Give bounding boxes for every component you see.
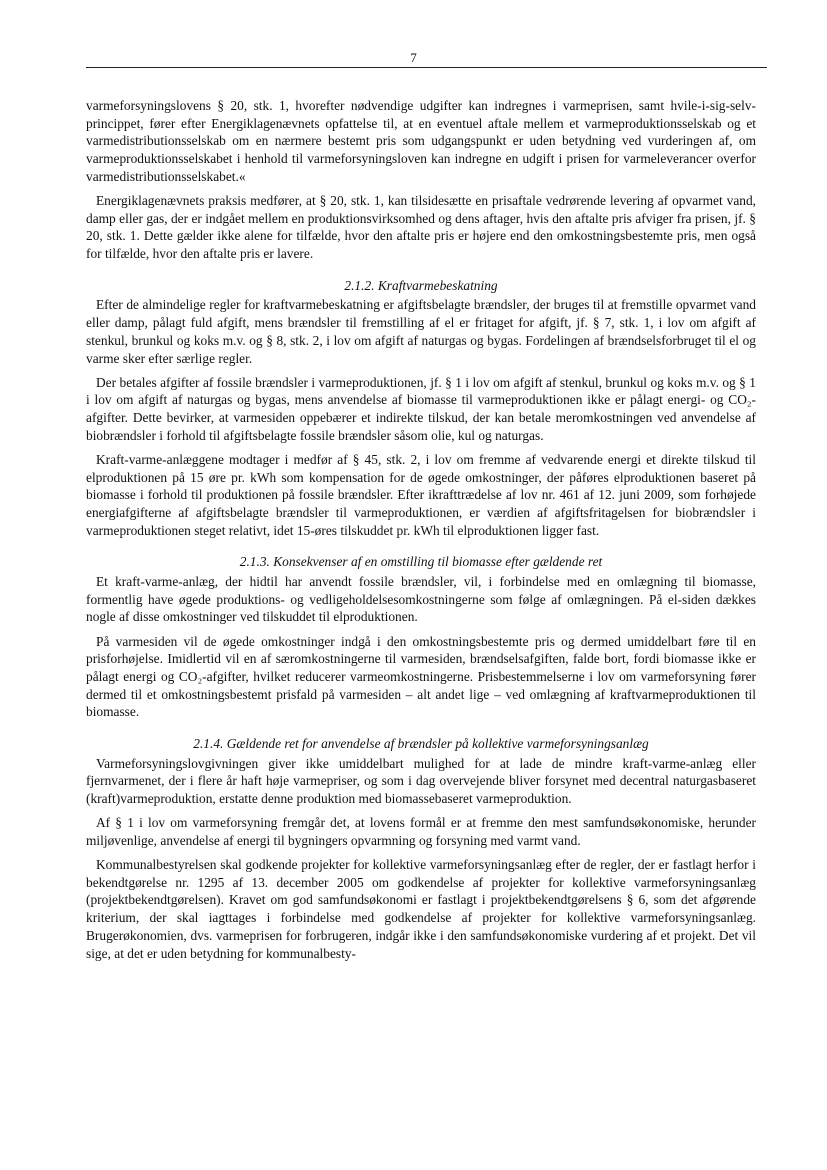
paragraph-213-2: På varmesiden vil de øgede omkostninger indgå i den omkostningsbestemte pris og dermed umiddelbart føre til en prisforhøjelse. Imidlertid vil en af særomkostningerne til varmesiden, brændselsafgiften, falde bort, fordi biomasse ikke er pålagt energi og CO₂-afgifter, hvilket reducerer varmeomkostningerne. Prisbestemmelserne i lov om varmeforsyning fører dermed til et omkostningsbestemt prisfald på varmesiden – alt andet lige – ved omlægning af kraftvarmeproduktionen til biomasse.: [86, 633, 756, 720]
section-heading-212: 2.1.2. Kraftvarmebeskatning: [344, 277, 498, 293]
header-rule: [86, 67, 767, 68]
paragraph-213-1: Et kraft-varme-anlæg, der hidtil har anvendt fossile brændsler, vil, i forbindelse med en omlægning til biomasse, formentlig have øgede produktions- og vedligeholdelsesomkostningerne som følge af omlægningen. På el-siden dækkes nogle af disse omkostninger ved tilskuddet til elproduktionen.: [86, 574, 756, 625]
paragraph-214-1: Varmeforsyningslovgivningen giver ikke umiddelbart mulighed for at lade de mindre kraft-varme-anlæg eller fjernvarmenet, der i flere år haft høje varmepriser, og som i dag overvejende bliver forsynet med decentral naturgasbaseret (kraft)varmeproduktion, erstatte denne produktion med biomassebaseret varmeproduktion.: [86, 755, 756, 807]
paragraph-praksis: Energiklagenævnets praksis medfører, at § 20, stk. 1, kan tilsidesætte en prisaftale vedrørende levering af opvarmet vand, damp eller gas, der er indgået mellem en produktionsvirksomhed og dens aftager, hvis den aftalte pris afviger fra prisen, jf. § 20, stk. 1. Dette gælder ikke alene for tilfælde, hvor den aftalte pris er højere end den omkostningsbestemte pris, men også for tilfælde, hvor den aftalte pris er lavere.: [86, 192, 756, 262]
paragraph-212-1: Efter de almindelige regler for kraftvarmebeskatning er afgiftsbelagte brændsler, der bruges til at fremstille opvarmet vand eller damp, pålagt fuld afgift, mens brændsler til fremstilling af el er fritaget for afgift, jf. § 7, stk. 1, i lov om afgift af stenkul, brunkul og koks m.v. og § 8, stk. 2, i lov om afgift af naturgas og bygas. Fordelingen af brændselsforbruget til el og varme sker efter særlige regler.: [86, 297, 756, 366]
paragraph-214-2: Af § 1 i lov om varmeforsyning fremgår det, at lovens formål er at fremme den mest samfundsøkonomiske, herunder miljøvenlige, anvendelse af energi til bygningers opvarmning og forsyning med varmt vand.: [86, 815, 756, 848]
paragraph-214-3: Kommunalbestyrelsen skal godkende projekter for kollektive varmeforsyningsanlæg efter de regler, der er fastlagt herfor i bekendtgørelse nr. 1295 af 13. december 2005 om godkendelse af projekter for kollektive varmeforsyningsanlæg (projektbekendtgørelsen). Kravet om god samfundsøkonomi er fastlagt i projektbekendtgørelsens § 6, som det afgørende kriterium, der skal iagttages i forbindelse med godkendelse af projekter for kollektive varmeforsyningsanlæg. Brugerøkonomien, dvs. varmeprisen for forbrugeren, indgår ikke i den samfundsøkonomiske vurdering af et projekt. Det vil sige, at det er uden betydning for kommunalbesty-: [86, 857, 756, 961]
paragraph-continued-quote: varmeforsyningslovens § 20, stk. 1, hvorefter nødvendige udgifter kan indregnes i varmeprisen, samt hvile-i-sig-selv-princippet, fører efter Energiklagenævnets opfattelse til, at en eventuel aftale mellem et varmeproduktionsselskab og et varmedistributionsselskab om en nærmere bestemt pris som udgangspunkt er uden betydning ved vurderingen af, om varmeproduktionsselskabet i henhold til varmeforsyningsloven kan indregne en udgift i prisen for varmeleverancer overfor varmedistributionsselskabet.«: [86, 98, 756, 184]
section-heading-213: 2.1.3. Konsekvenser af en omstilling til biomasse efter gældende ret: [239, 554, 603, 570]
paragraph-212-3: Kraft-varme-anlæggene modtager i medfør af § 45, stk. 2, i lov om fremme af vedvarende energi et direkte tilskud til elproduktionen på 15 øre pr. kWh som kompensation for de øgede omkostninger, der påføres elproduktionen baseret på biomasse i forhold til produktionen på fossile brændsler. Efter ikrafttrædelse af lov nr. 461 af 12. juni 2009, som forhøjede energiafgifterne af afgiftsbelagte brændsler til varmeproduktionen, er værdien af afgiftsfritagelsen for biobrændsler i varmeproduktionen steget relativt, idet 15-øres tilskuddet pr. kWh til elproduktionen ligger fast.: [86, 451, 756, 538]
body-text: [86, 97, 756, 969]
paragraph-212-2: Der betales afgifter af fossile brændsler i varmeproduktionen, jf. § 1 i lov om afgift af stenkul, brunkul og koks m.v. og § 1 i lov om afgift af naturgas og bygas, mens anvendelse af biomasse til varmeproduktionen ikke er pålagt energi- og CO₂-afgifter. Dette bevirker, at varmesiden oppebærer et indirekte tilskud, der kan betale meromkostningen ved anvendelse af biobrændsler i forhold til afgiftsbelagte fossile brændsler såsom olie, kul og naturgas.: [86, 374, 756, 443]
page-number: 7: [410, 50, 417, 65]
section-heading-214: 2.1.4. Gældende ret for anvendelse af brændsler på kollektive varmeforsyningsanlæg: [193, 736, 649, 752]
